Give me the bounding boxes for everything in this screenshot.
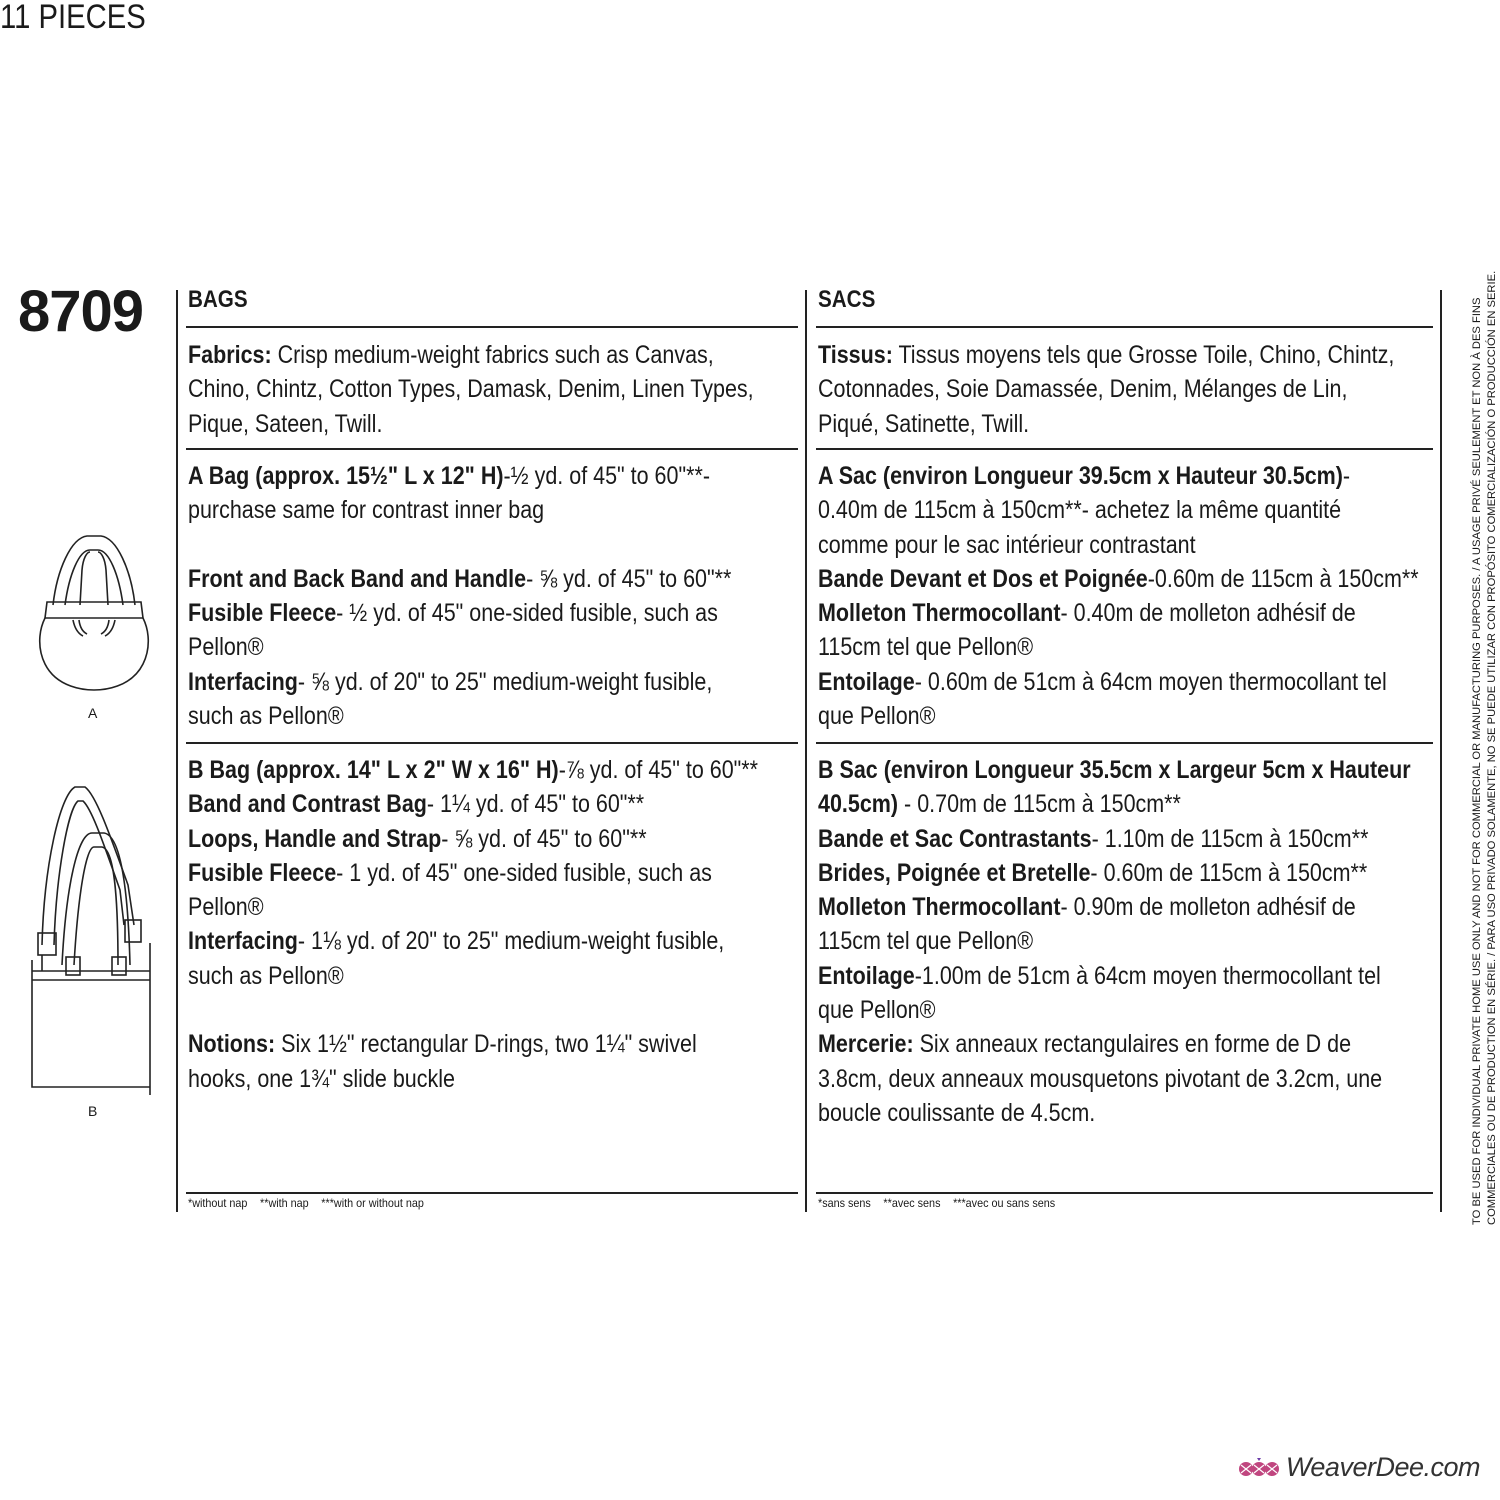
- french-b-bag: B Sac (environ Longueur 35.5cm x Largeur 5cm x Hauteur 40.5cm) - 0.70m de 115cm à 150cm** Bande et Sac Contrastants- 1.10m de 115cm à 150cm** Brides, Poignée et Bretelle- 0.60m de 115cm à 150cm** Molleton Thermocollant- 0.90m de molleton adhésif de 115cm tel que Pellon® Entoilage-1.00m de 51cm à 64cm moyen thermocollant tel que Pellon® Mercerie: Six anneaux rectangulaires en forme de D de 3.8cm, deux anneaux mousquetons pivotant de 3.2cm, une boucle coulissante de 4.5cm.: [818, 756, 1411, 1127]
- bag-b-illustration: [30, 775, 165, 1095]
- french-fabrics: Tissus: Tissus moyens tels que Grosse Toile, Chino, Chintz, Cotonnades, Soie Damassée, Denim, Mélanges de Lin, Piqué, Satinette, Twill.: [818, 341, 1395, 438]
- english-b-bag: B Bag (approx. 14" L x 2" W x 16" H)-⅞ yd. of 45" to 60"** Band and Contrast Bag- 1¼ yd. of 45" to 60"** Loops, Handle and Strap- ⅝ yd. of 45" to 60"** Fusible Fleece- 1 yd. of 45" one-sided fusible, such as Pellon® Interfacing- 1⅛ yd. of 20" to 25" medium-weight fusible, such as Pellon® Notions: Six 1½" rectangular D-rings, two 1¼" swivel hooks, one 1¾" slide buckle: [188, 756, 759, 1093]
- view-label-a: A: [88, 705, 98, 721]
- pattern-number: 8709: [18, 279, 144, 344]
- french-a-bag: A Sac (environ Longueur 39.5cm x Hauteur 30.5cm)- 0.40m de 115cm à 150cm**- achetez la même quantité comme pour le sac intérieur contrastant Bande Devant et Dos et Poignée-0.60m de 115cm à 150cm** Molleton Thermocollant- 0.40m de molleton adhésif de 115cm tel que Pellon® Entoilage- 0.60m de 51cm à 64cm moyen thermocollant tel que Pellon®: [818, 462, 1419, 731]
- french-rule-1: [816, 326, 1433, 328]
- english-footnotes: *without nap **with nap ***with or without nap: [188, 1196, 424, 1210]
- french-rule-2: [816, 448, 1433, 450]
- english-heading: BAGS: [188, 286, 248, 313]
- yarn-icon: [1238, 1455, 1280, 1481]
- view-label-b: B: [88, 1103, 98, 1119]
- english-rule-2: [186, 448, 798, 450]
- logo-text: WeaverDee.com: [1285, 1452, 1480, 1482]
- english-fabrics: Fabrics: Crisp medium-weight fabrics such as Canvas, Chino, Chintz, Cotton Types, Damask, Denim, Linen Types, Pique, Sateen, Twill.: [188, 341, 754, 438]
- bag-a-illustration: [35, 530, 155, 695]
- weaverdee-logo: [1238, 1452, 1480, 1483]
- english-rule-1: [186, 326, 798, 328]
- usage-disclaimer: TO BE USED FOR INDIVIDUAL PRIVATE HOME USE ONLY AND NOT FOR COMMERCIAL OR MANUFACTURING PURPOSES. / A USAGE PRIVÉ SEULEMENT ET NON À DES FINS COMMERCIALES OU DE PRODUCTION EN SÉRIE. / PARA USO PRIVADO SOLAMENTE, NO SE PUEDE UTILIZAR CON PROPÓSITO COMERCIALIZACIÓN O PRODUCCIÓN EN SERIE.: [1471, 270, 1498, 1225]
- pieces-count: 11 PIECES: [0, 0, 146, 36]
- divider-right: [1440, 290, 1442, 1212]
- english-rule-3: [186, 742, 798, 744]
- french-heading: SACS: [818, 286, 876, 313]
- french-rule-4: [816, 1192, 1433, 1194]
- divider-left: [176, 290, 178, 1212]
- english-rule-4: [186, 1192, 798, 1194]
- french-footnotes: *sans sens **avec sens ***avec ou sans sens: [818, 1196, 1056, 1210]
- english-a-bag: A Bag (approx. 15½" L x 12" H)-½ yd. of 45" to 60"**- purchase same for contrast inner bag Front and Back Band and Handle- ⅝ yd. of 45" to 60"** Fusible Fleece- ½ yd. of 45" one-sided fusible, such as Pellon® Interfacing- ⅝ yd. of 20" to 25" medium-weight fusible, such as Pellon®: [188, 462, 732, 731]
- french-rule-3: [816, 742, 1433, 744]
- divider-middle: [805, 290, 807, 1212]
